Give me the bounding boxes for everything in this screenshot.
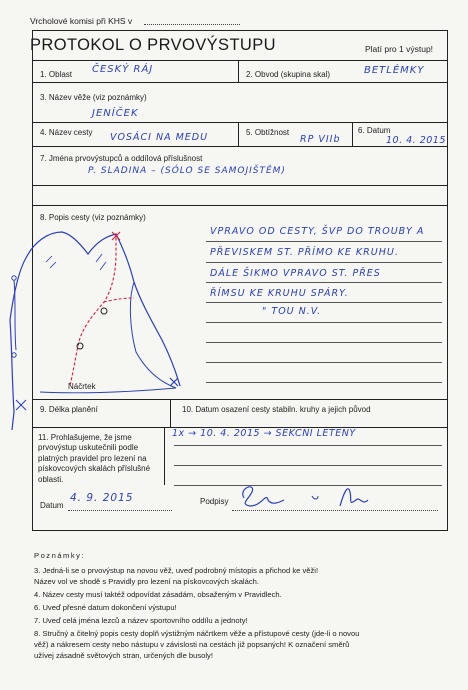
note-line-8: užívej zásadně světových stran, určených dle busoly! [34,651,213,660]
note-line-4: 6. Uveď přesné datum dokončení výstupu! [34,603,177,612]
sign-date-value: 4. 9. 2015 [70,492,134,504]
left-route [14,280,16,350]
route-line [104,298,134,302]
start-mark [170,378,178,386]
ring-mark [101,308,107,314]
tower-label: 3. Název věže (viz poznámky) [40,93,147,102]
signatures-value [238,488,241,489]
note-line-1: 3. Jedná-li se o prvovýstup na novou věž, uveď podrobný místopis a přichod ke věži! [34,566,319,575]
rock-outline [10,320,14,430]
ring-mark [77,343,83,349]
description-line-2: PŘEVISKEM ST. PŘÍMO KE KRUHU. [210,247,399,258]
rock-outline [10,232,180,386]
signature-scribble [243,487,284,506]
date-value: 10. 4. 2015 [386,135,446,146]
grade-value: RP VIIb [300,134,341,145]
signatures-label: Podpisy [200,497,229,506]
length-mark [16,400,26,410]
climbers-label: 7. Jména prvovýstupců a oddílová příslušnost [40,154,203,163]
ground-line [40,388,176,393]
hatching [46,254,106,270]
signature-scribble [312,496,318,499]
route-value: VOSÁCI NA MEDU [110,132,209,143]
note-line-7: věž) a nákresem cesty nebo nástupu v závislosti na cestách již popsaných! K označení směrů [34,640,350,649]
description-label: 8. Popis cesty (viz poznámky) [40,213,146,222]
tower-value: JENÍČEK [92,108,139,119]
description-line-5: " TOU N.V. [262,306,322,317]
area-label: 1. Oblast [40,70,73,79]
declaration-text: 11. Prohlašujeme, že jsme prvovýstup uskutečnili podle platných pravidel pro lezení na pískovcových skalách příslušné oblasti. [38,433,151,484]
sign-date-label: Datum [40,501,64,510]
validity-note: Platí pro 1 výstup! [365,44,434,54]
anchors-label: 10. Datum osazení cesty stabiln. kruhy a jejich původ [182,405,371,414]
description-line-3: DÁLE ŠIKMO VPRAVO ST. PŘES [210,268,381,279]
area-value: ČESKÝ RÁJ [92,64,154,75]
district-value: BETLÉMKY [364,65,425,76]
grade-label: 5. Obtížnost [246,128,290,137]
form-title: PROTOKOL O PRVOVÝSTUPU [30,36,276,54]
route-line [70,236,116,385]
note-line-5: 7. Uveď celá jména lezců a název sportovního oddílu a jednoty! [34,616,248,625]
description-line-1: VPRAVO OD CESTY, ŠVP DO TROUBY A [210,226,425,237]
note-line-3: 4. Název cesty musí taktéž odpovídat zásadám, obsaženým v Pravidlech. [34,590,282,599]
signature-scribble [340,489,368,506]
date-label: 6. Datum [358,126,391,135]
note-line-6: 8. Stručný a čitelný popis cesty doplň výstižným náčrtkem věže a přístupové cesty (jde-li o novou [34,629,360,638]
route-label: 4. Název cesty [40,128,93,137]
note-line-2: Název vol ve shodě s Pravidly pro lezení na pískovcových skalách. [34,577,259,586]
rock-outline [130,282,176,388]
climbers-value: P. SLADINA – (SÓLO SE SAMOJIŠTĚM) [88,166,286,176]
district-label: 2. Obvod (skupina skal) [246,70,331,79]
bolt-mark [12,276,16,280]
sketch-label: Náčrtek [68,382,96,391]
notes-title: Poznámky: [34,551,86,560]
anchors-value: 1x → 10. 4. 2015 → SEKCNI LETENY [172,428,356,439]
length-label: 9. Délka planění [40,405,98,414]
description-line-4: ŘÍMSU KE KRUHU SPÁRY. [210,288,349,299]
bolt-mark [12,353,16,357]
committee-label: Vrcholové komisi při KHS v [30,16,133,26]
